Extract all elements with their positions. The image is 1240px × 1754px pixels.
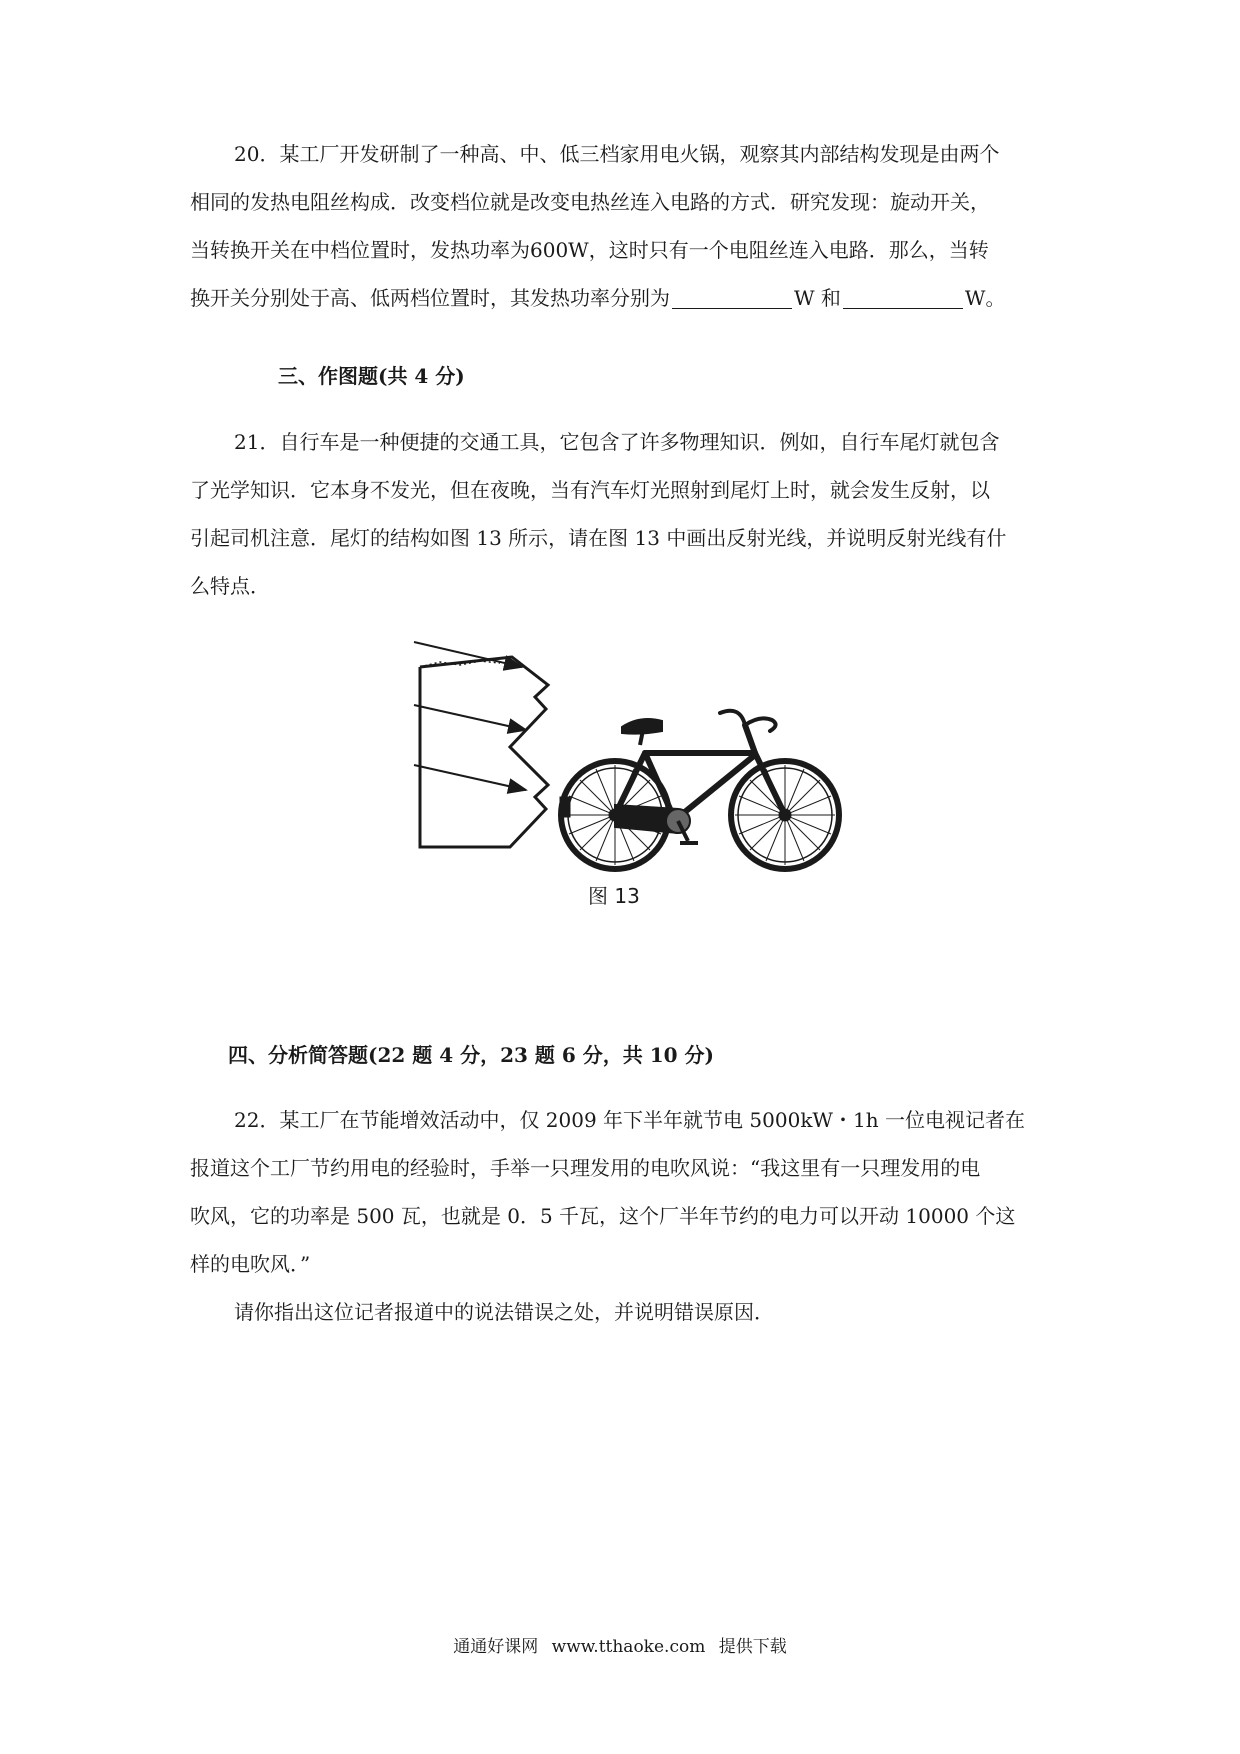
- q22-prompt: 请你指出这位记者报道中的说法错误之处，并说明错误原因．: [234, 1300, 774, 1324]
- page-footer: [0, 1632, 1240, 1657]
- figure-13-caption: 图 13: [588, 884, 640, 908]
- question-20: [190, 130, 1060, 322]
- question-21: [190, 418, 1060, 610]
- footer-suffix: 提供下载: [718, 1637, 787, 1657]
- q20-unit-2: W。: [964, 286, 1006, 310]
- chain-guard: [615, 805, 690, 833]
- q22-line-2: 报道这个工厂节约用电的经验时，手举一只理发用的电吹风说：“我这里有一只理发用的电: [190, 1156, 981, 1180]
- rear-taillight: [560, 797, 570, 817]
- q20-line-1: 20．某工厂开发研制了一种高、中、低三档家用电火锅，观察其内部结构发现是由两个: [234, 142, 1000, 166]
- q20-line-4: [190, 274, 1060, 322]
- q22-line-3: 吹风，它的功率是 500 瓦，也就是 0．5 千瓦，这个厂半年节约的电力可以开动 10000 个这: [190, 1204, 1016, 1228]
- answer-blank-low[interactable]: [843, 286, 963, 309]
- section-3-heading: 三、作图题(共 4 分): [278, 364, 465, 388]
- bicycle-illustration: [560, 711, 839, 869]
- q21-line-3: 引起司机注意．尾灯的结构如图 13 所示，请在图 13 中画出反射光线，并说明反射光线有什: [190, 526, 1007, 550]
- question-22: [190, 1096, 1060, 1336]
- answer-blank-high[interactable]: [672, 286, 792, 309]
- q22-line-4: 样的电吹风．”: [190, 1252, 311, 1276]
- q21-line-4: 么特点．: [190, 574, 270, 598]
- q22-line-1: 22．某工厂在节能增效活动中，仅 2009 年下半年就节电 5000kW・1h 一位电视记者在: [234, 1108, 1025, 1132]
- q20-line-3: 当转换开关在中档位置时，发热功率为600W，这时只有一个电阻丝连入电路．那么，当转: [190, 238, 989, 262]
- q20-last-line-text: 换开关分别处于高、低两档位置时，其发热功率分别为: [190, 286, 670, 310]
- figure-13-taillight-bicycle: [400, 635, 850, 895]
- footer-url[interactable]: www.tthaoke.com: [551, 1637, 706, 1657]
- saddle: [622, 719, 662, 745]
- q20-unit-1: W 和: [794, 286, 841, 310]
- taillight-structure: [420, 657, 548, 847]
- footer-site-name: 通通好课网: [453, 1637, 539, 1657]
- section-4-heading: 四、分析简答题(22 题 4 分，23 题 6 分，共 10 分): [228, 1043, 714, 1067]
- q20-line-2: 相同的发热电阻丝构成．改变档位就是改变电热丝连入电路的方式．研究发现：旋动开关，: [190, 190, 990, 214]
- q21-line-2: 了光学知识．它本身不发光，但在夜晚，当有汽车灯光照射到尾灯上时，就会发生反射，以: [190, 478, 990, 502]
- q21-line-1: 21．自行车是一种便捷的交通工具，它包含了许多物理知识．例如，自行车尾灯就包含: [234, 430, 1000, 454]
